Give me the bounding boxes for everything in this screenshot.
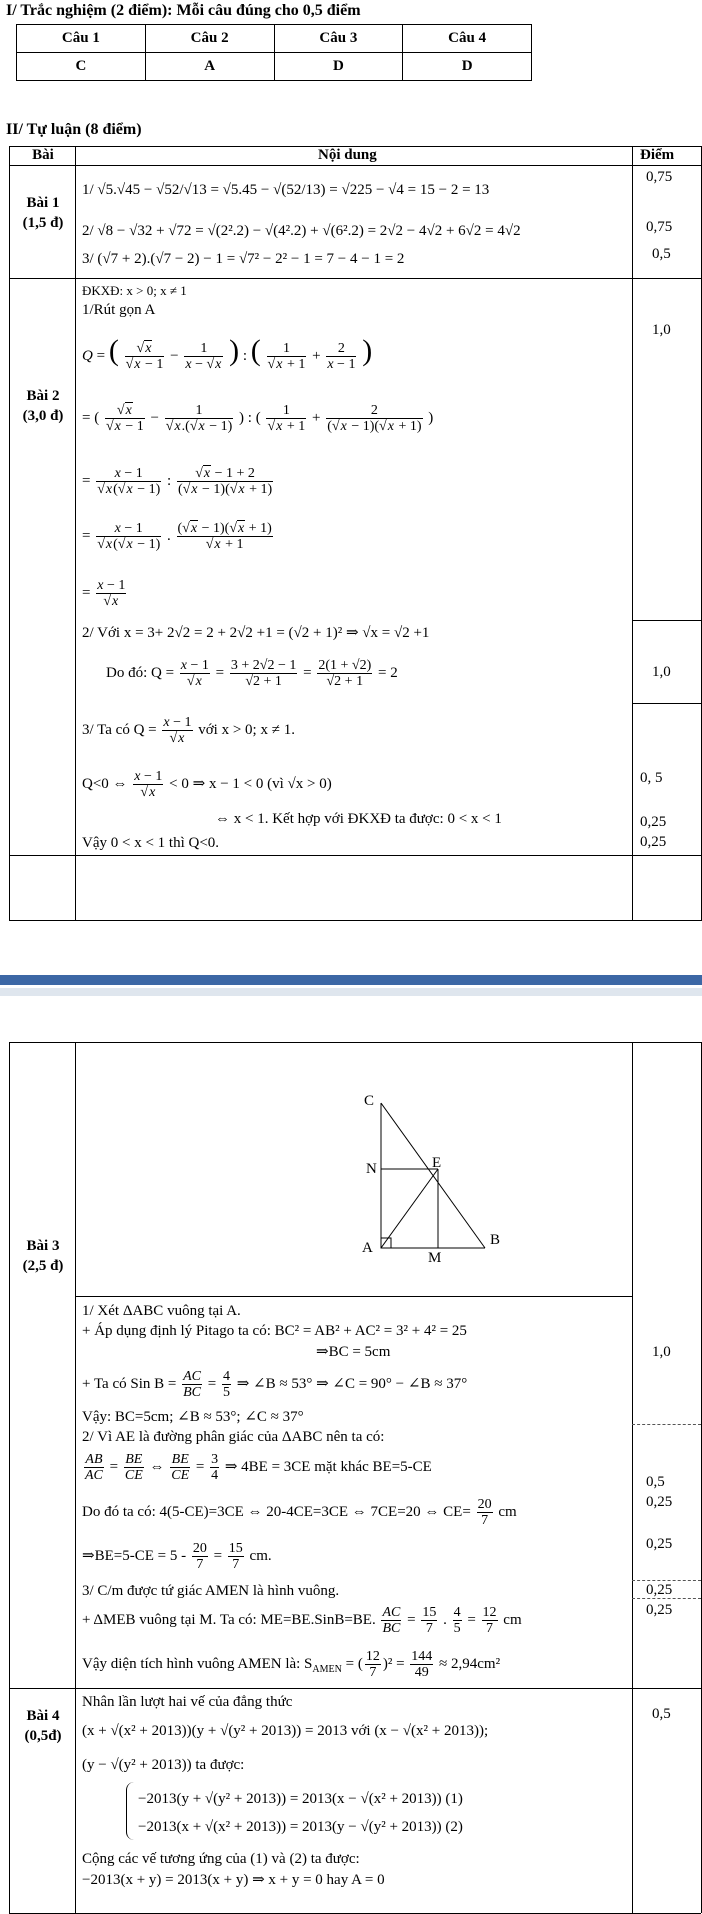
answer-4: D [403, 53, 532, 81]
page-break-bar [0, 975, 702, 985]
bai3-line1: 1/ Xét ΔABC vuông tại A. [82, 1303, 241, 1319]
bai3-line12-tail: ≈ 2,94cm² [439, 1656, 501, 1672]
bai3-points: (2,5 đ) [22, 1258, 64, 1274]
bai3-line11-unit: cm [503, 1612, 522, 1628]
bai4-line2: (x + √(x² + 2013))(y + √(y² + 2013)) = 2013 với (x − √(x² + 2013)); [82, 1723, 489, 1739]
answer-3: D [274, 53, 403, 81]
bai3-line2: + Áp dụng định lý Pitago ta có: BC² = AB² + AC² = 3² + 4² = 25 [82, 1323, 467, 1339]
page-break-shadow [0, 988, 702, 996]
bai3-line9-text: ⇒BE=5-CE = 5 - [82, 1548, 187, 1564]
bai1-name: Bài 1 [26, 195, 60, 211]
bai3-line5: Vậy: BC=5cm; ∠B ≈ 53°; ∠C ≈ 37° [82, 1409, 304, 1425]
bai3-line9: ⇒BE=5-CE = 5 - $\frac{20}{7}$ = $\frac{15}{7}$ cm. [82, 1541, 272, 1573]
bai4-name: Bài 4 [26, 1708, 60, 1724]
bai2-y2-line2: Do đó: Q = $\frac{x - 1}{√x}$ = $\frac{3 + 2√2 - 1}{√2 + 1}$ = $\frac{2(1 + √2)}{√2 + 1}$ = 2 [106, 658, 398, 690]
bai3-name: Bài 3 [26, 1238, 60, 1254]
bai2-score2: 1,0 [652, 664, 671, 680]
point-c-label: C [364, 1093, 375, 1109]
bai1-line3: 3/ (√7 + 2).(√7 − 2) − 1 = √7² − 2² − 1 = 7 − 4 − 1 = 2 [82, 251, 405, 267]
bai1-score3: 0,5 [652, 246, 671, 262]
bai2-ket-hop: ⇔ x < 1. Kết hợp với ĐKXĐ ta được: 0 < x < 1 [215, 811, 502, 827]
bai3-line12-text: Vậy diện tích hình vuông AMEN là: S [82, 1656, 313, 1672]
bai3-line6: 2/ Vì AE là đường phân giác của ΔABC nên ta có: [82, 1429, 385, 1445]
answer-header-3: Câu 3 [274, 25, 403, 53]
bai2-q-step1: = ( $\frac{√x}{√x - 1}$ − $\frac{1}{√x.(√x - 1)}$ ) : ( $\frac{1}{√x + 1}$ + $\frac{2}{(√x - 1)(√x + 1)}$ ) [82, 403, 434, 435]
bai3-line12: Vậy diện tích hình vuông AMEN là: $S_{AMEN}$ = ( $\frac{12}{7}$ )² = $\frac{144}{49}$ ≈ 2,94cm² [82, 1649, 501, 1681]
bai3-score1: 1,0 [652, 1344, 671, 1360]
bai2-q-result: = $\frac{x - 1}{√x}$ [82, 578, 126, 610]
bai2-q-step2: = $\frac{x - 1}{√x(√x - 1)}$ : $\frac{√x - 1 + 2}{(√x - 1)(√x + 1)}$ [82, 466, 273, 498]
bai4-line3: (y − √(y² + 2013)) ta được: [82, 1757, 245, 1773]
bai2-q-neg: Q<0 ⇔ [82, 776, 128, 792]
answer-header-2: Câu 2 [145, 25, 274, 53]
bai4-points: (0,5đ) [24, 1728, 62, 1744]
answer-1: C [17, 53, 146, 81]
bai3-score4: 0,25 [646, 1536, 673, 1552]
bai1-line1: 1/ √5.√45 − √52/√13 = √5.45 − √(52/13) = √225 − √4 = 15 − 2 = 13 [82, 182, 490, 198]
bai4-eq2: −2013(x + √(x² + 2013)) = 2013(y − √(y² + 2013)) (2) [138, 1819, 463, 1835]
bai3-line8-unit: cm [498, 1504, 517, 1520]
bai2-points: (3,0 đ) [22, 408, 64, 424]
col-header-noi-dung: Nội dung [318, 147, 377, 163]
bai2-y2-line1: 2/ Với x = 3+ 2√2 = 2 + 2√2 +1 = (√2 + 1)² ⇒ √x = √2 +1 [82, 625, 430, 641]
bai1-score2: 0,75 [646, 219, 673, 235]
point-b-label: B [490, 1232, 501, 1248]
bai3-score6: 0,25 [646, 1602, 673, 1618]
bai4-eq1: −2013(y + √(y² + 2013)) = 2013(x − √(x² + 2013)) (1) [138, 1791, 463, 1807]
bai2-q-def: Q = ( $\frac{√x}{√x - 1}$ − $\frac{1}{x - √x}$ ) : ( $\frac{1}{√x + 1}$ + $\frac{2}{x - 1}$ ) [82, 334, 373, 373]
bai2-score5: 0,25 [640, 834, 667, 850]
part1-title: I/ Trắc nghiệm (2 điểm): Mỗi câu đúng cho 0,5 điểm [6, 2, 361, 19]
bai3-line3: ⇒BC = 5cm [316, 1344, 391, 1360]
bai3-line10: 3/ C/m được tứ giác AMEN là hình vuông. [82, 1583, 340, 1599]
bai3-line11: + ΔMEB vuông tại M. Ta có: ME=BE.SinB=BE. $\frac{AC}{BC}$ = $\frac{15}{7}$ . $\frac{4}{5}$ = $\frac{12}{7}$ cm [82, 1605, 522, 1637]
answer-header-1: Câu 1 [17, 25, 146, 53]
bai2-y3-cond: với x > 0; x ≠ 1. [198, 722, 295, 738]
bai2-score3: 0, 5 [640, 770, 663, 786]
bai3-line8-text: Do đó ta có: 4(5-CE)=3CE ⇔ 20-4CE=3CE ⇔ 7CE=20 ⇔ CE= [82, 1504, 471, 1520]
part2-title: II/ Tự luận (8 điểm) [6, 121, 142, 138]
point-m-label: M [428, 1250, 442, 1266]
point-a-label: A [362, 1240, 373, 1256]
bai3-sinb-label: + Ta có Sin B = [82, 1376, 177, 1392]
bai3-sinb-result: ⇒ ∠B ≈ 53° ⇒ ∠C = 90° − ∠B ≈ 37° [236, 1376, 468, 1392]
col-header-bai: Bài [32, 147, 54, 163]
point-e-label: E [432, 1155, 442, 1171]
bai2-q-step3: = $\frac{x - 1}{√x(√x - 1)}$ . $\frac{(√x - 1)(√x + 1)}{√x + 1}$ [82, 521, 272, 553]
bai3-line9-unit: cm. [249, 1548, 272, 1564]
bai2-y3-line2: Q<0 ⇔ $\frac{x - 1}{√x}$ < 0 ⇒ x − 1 < 0 (vì √x > 0) [82, 769, 332, 801]
bai2-y3-line1: 3/ Ta có Q = $\frac{x - 1}{√x}$ với x > 0; x ≠ 1. [82, 715, 295, 747]
bai3-line7: $\frac{AB}{AC}$ = $\frac{BE}{CE}$ ⇔ $\frac{BE}{CE}$ = $\frac{3}{4}$ ⇒ 4BE = 3CE mặt khác BE=5-CE [85, 1452, 432, 1484]
bai3-score2: 0,5 [646, 1474, 665, 1490]
bai1-points: (1,5 đ) [22, 215, 64, 231]
bai2-do-do: Do đó: [106, 665, 148, 681]
bai3-score5: 0,25 [646, 1582, 673, 1598]
bai4-line7: −2013(x + y) = 2013(x + y) ⇒ x + y = 0 hay A = 0 [82, 1872, 385, 1888]
bai2-rut-gon: 1/Rút gọn A [82, 302, 156, 318]
answer-2: A [145, 53, 274, 81]
col-header-diem: Điểm [640, 147, 675, 163]
answer-table [16, 24, 532, 81]
bai2-score4: 0,25 [640, 814, 667, 830]
bai3-line7-tail: ⇒ 4BE = 3CE mặt khác BE=5-CE [224, 1459, 432, 1475]
bai3-line11-text: + ΔMEB vuông tại M. Ta có: ME=BE.SinB=BE. [82, 1612, 376, 1628]
bai3-score3: 0,25 [646, 1494, 673, 1510]
bai2-q-neg-b: < 0 ⇒ x − 1 < 0 (vì √x > 0) [169, 776, 332, 792]
bai2-y3-label: 3/ Ta có Q = [82, 722, 157, 738]
bai3-line4: + Ta có Sin B = $\frac{AC}{BC}$ = $\frac{4}{5}$ ⇒ ∠B ≈ 53° ⇒ ∠C = 90° − ∠B ≈ 37° [82, 1369, 468, 1401]
bai4-line1: Nhân lần lượt hai vế của đẳng thức [82, 1694, 293, 1710]
bai4-line6: Cộng các vế tương ứng của (1) và (2) ta được: [82, 1851, 360, 1867]
bai1-line2: 2/ √8 − √32 + √72 = √(2².2) − √(4².2) + √(6².2) = 2√2 − 4√2 + 6√2 = 4√2 [82, 223, 521, 239]
point-n-label: N [366, 1161, 377, 1177]
bai4-score1: 0,5 [652, 1706, 671, 1722]
bai2-vay: Vậy 0 < x < 1 thì Q<0. [82, 835, 220, 851]
answer-header-4: Câu 4 [403, 25, 532, 53]
bai2-dkxd: ĐKXĐ: x > 0; x ≠ 1 [82, 283, 187, 298]
bai2-name: Bài 2 [26, 388, 60, 404]
bai4-system-brace [126, 1782, 135, 1840]
bai1-score1: 0,75 [646, 169, 673, 185]
bai2-score1: 1,0 [652, 322, 671, 338]
bai3-line8: Do đó ta có: 4(5-CE)=3CE ⇔ 20-4CE=3CE ⇔ 7CE=20 ⇔ CE= $\frac{20}{7}$ cm [82, 1497, 517, 1529]
